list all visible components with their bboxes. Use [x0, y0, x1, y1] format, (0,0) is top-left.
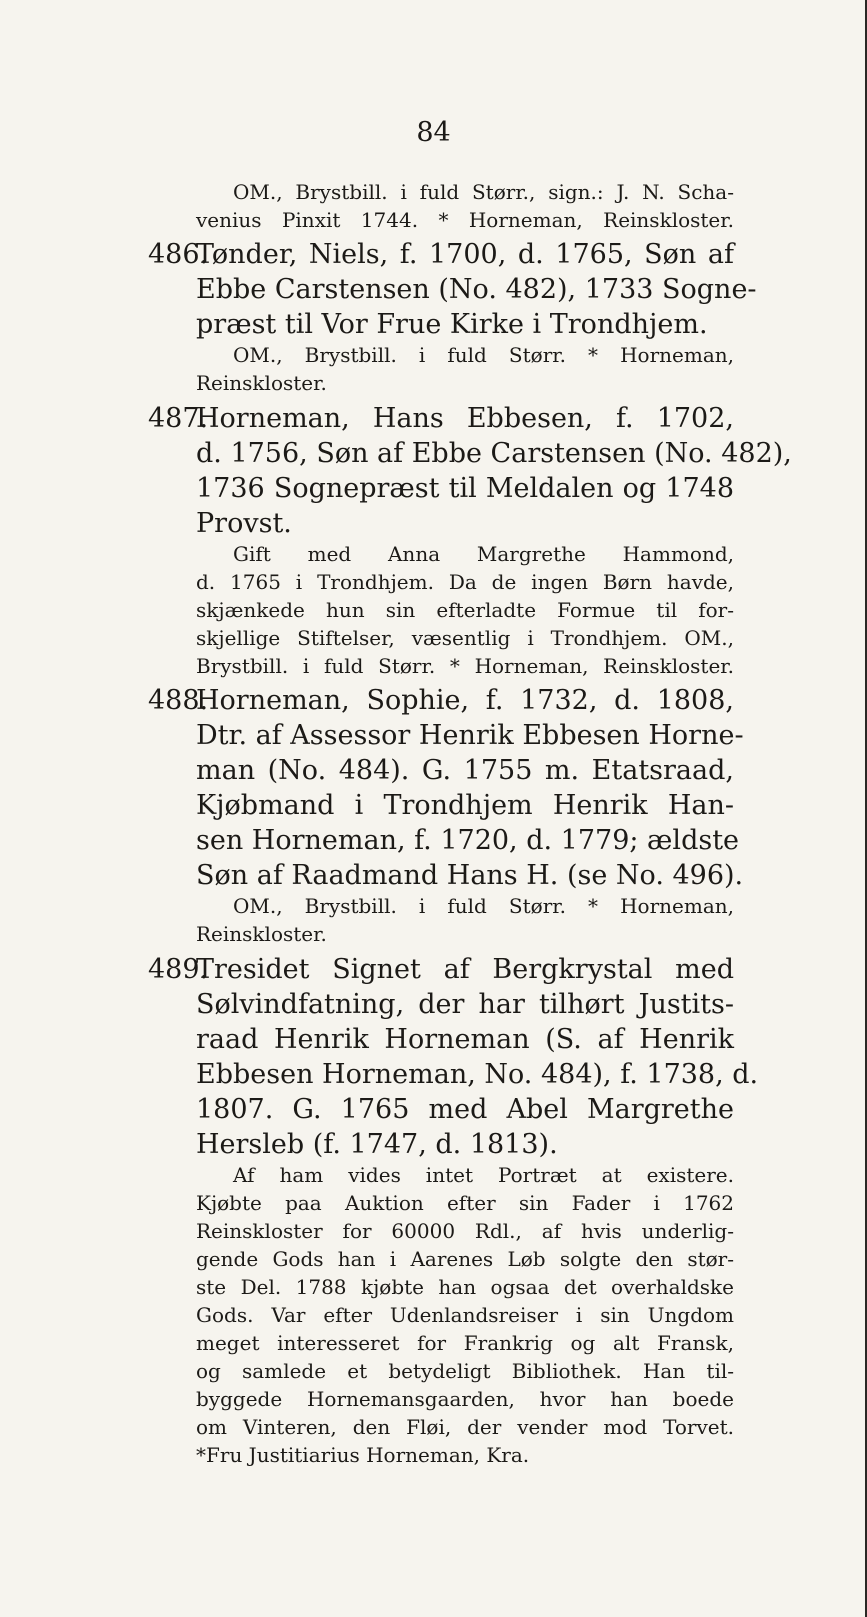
text-line: skjænkede hun sin efterladte Formue til for- [196, 598, 734, 622]
text-line: OM., Brystbill. i fuld Størr. * Horneman, [233, 343, 734, 367]
text-line: OM., Brystbill. i fuld Størr. * Horneman, [233, 894, 734, 918]
text-line: Kjøbmand i Trondhjem Henrik Han- [196, 790, 734, 821]
text-line: Ebbesen Horneman, No. 484), f. 1738, d. [196, 1059, 759, 1090]
text-line: 1736 Sognepræst til Meldalen og 1748 [196, 473, 734, 504]
entry-number: 489. [148, 954, 209, 985]
entry-heading-text: Horneman, Sophie, f. 1732, d. 1808, [196, 685, 734, 716]
text-line: Hersleb (f. 1747, d. 1813). [196, 1129, 558, 1160]
entry-heading-text: Horneman, Hans Ebbesen, f. 1702, [196, 403, 734, 434]
text-line: Provst. [196, 508, 292, 539]
text-line: Af ham vides intet Portræt at existere. [233, 1163, 734, 1187]
text-line: om Vinteren, den Fløi, der vender mod Torvet. [196, 1415, 734, 1439]
entry-number: 486. [148, 239, 209, 270]
entry-number: 487. [148, 403, 209, 434]
page-number: 84 [416, 117, 451, 148]
text-line: gende Gods han i Aarenes Løb solgte den stør- [196, 1247, 734, 1271]
text-line: byggede Hornemansgaarden, hvor han boede [196, 1387, 734, 1411]
text-line: Sølvindfatning, der har tilhørt Justits- [196, 989, 734, 1020]
entry-number: 488. [148, 685, 209, 716]
text-line: Søn af Raadmand Hans H. (se No. 496). [196, 860, 744, 891]
text-line: Dtr. af Assessor Henrik Ebbesen Horne- [196, 720, 744, 751]
text-line: Kjøbte paa Auktion efter sin Fader i 1762 [196, 1191, 734, 1215]
text-line: Reinskloster for 60000 Rdl., af hvis underlig- [196, 1219, 734, 1243]
text-line: Gods. Var efter Udenlandsreiser i sin Ungdom [196, 1303, 734, 1327]
text-line: ste Del. 1788 kjøbte han ogsaa det overhaldske [196, 1275, 734, 1299]
text-line: Gift med Anna Margrethe Hammond, [233, 542, 734, 566]
text-line: meget interesseret for Frankrig og alt Fransk, [196, 1331, 734, 1355]
text-line: Reinskloster. [196, 922, 327, 946]
text-line: sen Horneman, f. 1720, d. 1779; ældste [196, 825, 740, 856]
text-line: man (No. 484). G. 1755 m. Etatsraad, [196, 755, 734, 786]
text-line: OM., Brystbill. i fuld Størr., sign.: J. N. Scha- [233, 180, 734, 204]
text-line: Brystbill. i fuld Størr. * Horneman, Reinskloster. [196, 654, 734, 678]
text-line: d. 1756, Søn af Ebbe Carstensen (No. 482), [196, 438, 792, 469]
text-line: d. 1765 i Trondhjem. Da de ingen Børn havde, [196, 570, 734, 594]
entry-heading-text: Tresidet Signet af Bergkrystal med [196, 954, 734, 985]
text-line: 1807. G. 1765 med Abel Margrethe [196, 1094, 734, 1125]
text-line: raad Henrik Horneman (S. af Henrik [196, 1024, 734, 1055]
text-line: skjellige Stiftelser, væsentlig i Trondhjem. OM., [196, 626, 734, 650]
text-line: og samlede et betydeligt Bibliothek. Han til- [196, 1359, 734, 1383]
entry-heading-text: Tønder, Niels, f. 1700, d. 1765, Søn af [196, 239, 734, 270]
text-line: præst til Vor Frue Kirke i Trondhjem. [196, 309, 708, 340]
text-line: Ebbe Carstensen (No. 482), 1733 Sogne- [196, 274, 757, 305]
text-line: venius Pinxit 1744. * Horneman, Reinskloster. [196, 208, 734, 232]
text-line: Reinskloster. [196, 371, 327, 395]
text-line: *Fru Justitiarius Horneman, Kra. [196, 1443, 530, 1467]
